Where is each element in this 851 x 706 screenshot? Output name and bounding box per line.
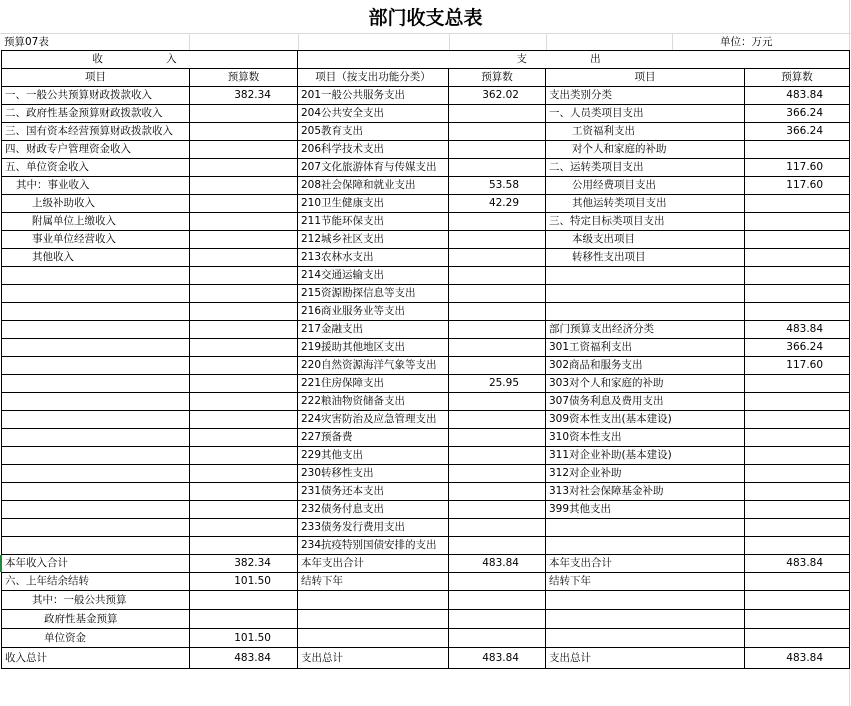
category-budget-cell	[745, 375, 850, 393]
income-budget-cell: 101.50	[190, 573, 298, 591]
income-item-cell: 政府性基金预算	[2, 610, 190, 629]
table-row	[2, 213, 850, 231]
table-row	[2, 159, 850, 177]
func-item-cell: 232债务付息支出	[298, 501, 449, 519]
func-item-cell	[298, 610, 449, 629]
func-item-cell: 212城乡社区支出	[298, 231, 449, 249]
category-budget-cell	[745, 610, 850, 629]
category-budget-cell	[745, 447, 850, 465]
income-budget-cell	[190, 393, 298, 411]
income-item-cell	[2, 411, 190, 429]
income-item-cell: 上级补助收入	[2, 195, 190, 213]
category-item-cell: 支出类别分类	[546, 87, 745, 105]
income-budget-cell	[190, 303, 298, 321]
income-budget-cell: 483.84	[190, 648, 298, 669]
income-item-cell	[2, 375, 190, 393]
category-item-cell: 三、特定目标类项目支出	[546, 213, 745, 231]
cell-cursor-marker	[0, 555, 2, 572]
category-budget-cell	[745, 537, 850, 555]
category-budget-cell	[745, 411, 850, 429]
func-budget-cell	[449, 123, 546, 141]
category-budget-cell	[745, 249, 850, 267]
func-budget-cell	[449, 267, 546, 285]
income-budget-header: 预算数	[190, 69, 298, 87]
func-item-cell: 219援助其他地区支出	[298, 339, 449, 357]
func-budget-cell	[449, 447, 546, 465]
table-row	[2, 87, 850, 105]
func-budget-cell	[449, 357, 546, 375]
func-item-cell: 231债务还本支出	[298, 483, 449, 501]
func-budget-header: 预算数	[449, 69, 546, 87]
func-item-cell: 204公共安全支出	[298, 105, 449, 123]
func-budget-cell	[449, 249, 546, 267]
func-item-cell: 结转下年	[298, 573, 449, 591]
table-row	[2, 465, 850, 483]
table-row	[2, 339, 850, 357]
category-item-cell: 支出总计	[546, 648, 745, 669]
category-item-cell: 310资本性支出	[546, 429, 745, 447]
table-row	[2, 357, 850, 375]
func-budget-cell: 42.29	[449, 195, 546, 213]
income-item-cell	[2, 429, 190, 447]
income-item-cell	[2, 447, 190, 465]
func-item-cell: 221住房保障支出	[298, 375, 449, 393]
category-budget-cell	[745, 303, 850, 321]
func-item-cell: 本年支出合计	[298, 555, 449, 573]
category-item-cell: 301工资福利支出	[546, 339, 745, 357]
income-budget-cell	[190, 465, 298, 483]
income-item-cell: 其他收入	[2, 249, 190, 267]
category-budget-cell	[745, 195, 850, 213]
income-item-cell	[2, 339, 190, 357]
table-row	[2, 285, 850, 303]
category-item-cell: 303对个人和家庭的补助	[546, 375, 745, 393]
category-budget-cell	[745, 519, 850, 537]
category-budget-cell: 483.84	[745, 321, 850, 339]
table-row	[2, 519, 850, 537]
category-budget-cell	[745, 465, 850, 483]
income-budget-cell	[190, 123, 298, 141]
table-row	[2, 555, 850, 573]
income-budget-cell	[190, 519, 298, 537]
income-item-cell	[2, 465, 190, 483]
income-item-cell	[2, 393, 190, 411]
income-item-cell: 五、单位资金收入	[2, 159, 190, 177]
func-budget-cell	[449, 591, 546, 610]
income-item-header: 项目	[2, 69, 190, 87]
category-item-cell: 二、运转类项目支出	[546, 159, 745, 177]
income-section-header: 收 入	[2, 51, 298, 69]
income-item-cell: 单位资金	[2, 629, 190, 648]
income-item-cell	[2, 537, 190, 555]
category-item-cell: 本级支出项目	[546, 231, 745, 249]
category-item-cell	[546, 629, 745, 648]
func-budget-cell	[449, 285, 546, 303]
func-item-cell: 233债务发行费用支出	[298, 519, 449, 537]
func-item-cell: 215资源勘探信息等支出	[298, 285, 449, 303]
income-item-cell	[2, 519, 190, 537]
category-budget-cell: 366.24	[745, 105, 850, 123]
func-item-cell: 224灾害防治及应急管理支出	[298, 411, 449, 429]
category-item-cell	[546, 591, 745, 610]
func-item-cell: 220自然资源海洋气象等支出	[298, 357, 449, 375]
income-item-cell	[2, 303, 190, 321]
income-item-cell	[2, 285, 190, 303]
func-item-cell: 205教育支出	[298, 123, 449, 141]
column-header-row	[2, 69, 850, 87]
func-budget-cell	[449, 393, 546, 411]
income-item-cell	[2, 501, 190, 519]
table-row	[2, 501, 850, 519]
category-item-cell: 399其他支出	[546, 501, 745, 519]
income-item-cell: 二、政府性基金预算财政拨款收入	[2, 105, 190, 123]
income-budget-cell	[190, 159, 298, 177]
func-item-cell: 230转移性支出	[298, 465, 449, 483]
table-row	[2, 231, 850, 249]
income-item-cell	[2, 483, 190, 501]
income-item-cell: 其中：一般公共预算	[2, 591, 190, 610]
table-row	[2, 177, 850, 195]
func-item-cell	[298, 591, 449, 610]
expense-section-header: 支 出	[298, 51, 850, 69]
func-budget-cell	[449, 537, 546, 555]
income-budget-cell	[190, 285, 298, 303]
func-budget-cell	[449, 411, 546, 429]
income-item-cell	[2, 267, 190, 285]
category-budget-cell: 483.84	[745, 87, 850, 105]
income-budget-cell	[190, 411, 298, 429]
func-item-cell: 201一般公共服务支出	[298, 87, 449, 105]
income-budget-cell	[190, 537, 298, 555]
func-item-cell: 213农林水支出	[298, 249, 449, 267]
income-budget-cell	[190, 195, 298, 213]
category-budget-cell	[745, 267, 850, 285]
income-budget-cell	[190, 429, 298, 447]
category-item-cell	[546, 267, 745, 285]
func-item-cell: 207文化旅游体育与传媒支出	[298, 159, 449, 177]
income-budget-cell	[190, 339, 298, 357]
income-budget-cell	[190, 375, 298, 393]
table-row	[2, 447, 850, 465]
table-row	[2, 537, 850, 555]
category-budget-cell: 117.60	[745, 159, 850, 177]
func-budget-cell: 25.95	[449, 375, 546, 393]
income-budget-cell: 101.50	[190, 629, 298, 648]
income-budget-cell	[190, 105, 298, 123]
func-budget-cell	[449, 141, 546, 159]
category-item-cell	[546, 303, 745, 321]
func-item-cell: 216商业服务业等支出	[298, 303, 449, 321]
category-budget-cell: 483.84	[745, 648, 850, 669]
income-item-cell	[2, 357, 190, 375]
table-row	[2, 393, 850, 411]
category-item-cell: 结转下年	[546, 573, 745, 591]
income-item-cell: 附属单位上缴收入	[2, 213, 190, 231]
table-row	[2, 249, 850, 267]
income-item-cell: 本年收入合计	[2, 555, 190, 573]
category-budget-cell: 366.24	[745, 123, 850, 141]
category-item-cell: 工资福利支出	[546, 123, 745, 141]
func-item-cell: 222粮油物资储备支出	[298, 393, 449, 411]
income-budget-cell	[190, 249, 298, 267]
category-item-cell	[546, 610, 745, 629]
category-item-cell: 对个人和家庭的补助	[546, 141, 745, 159]
income-budget-cell	[190, 483, 298, 501]
category-item-cell: 307债务利息及费用支出	[546, 393, 745, 411]
category-item-cell: 一、人员类项目支出	[546, 105, 745, 123]
section-header-row	[2, 51, 850, 69]
income-budget-cell	[190, 447, 298, 465]
income-item-cell: 事业单位经营收入	[2, 231, 190, 249]
category-item-cell	[546, 519, 745, 537]
func-budget-cell	[449, 159, 546, 177]
category-budget-cell	[745, 285, 850, 303]
income-budget-cell	[190, 267, 298, 285]
table-row	[2, 375, 850, 393]
category-item-cell: 公用经费项目支出	[546, 177, 745, 195]
income-budget-cell	[190, 213, 298, 231]
income-budget-cell	[190, 357, 298, 375]
income-budget-cell	[190, 321, 298, 339]
func-item-cell	[298, 629, 449, 648]
table-row	[2, 321, 850, 339]
category-budget-cell	[745, 483, 850, 501]
income-budget-cell	[190, 501, 298, 519]
func-item-cell: 208社会保障和就业支出	[298, 177, 449, 195]
category-budget-cell	[745, 573, 850, 591]
form-id: 预算07表	[4, 36, 49, 48]
func-budget-cell	[449, 429, 546, 447]
category-item-cell: 其他运转类项目支出	[546, 195, 745, 213]
table-row	[2, 195, 850, 213]
page-title: 部门收支总表	[368, 7, 483, 29]
category-budget-cell: 117.60	[745, 357, 850, 375]
func-budget-cell	[449, 213, 546, 231]
table-row	[2, 105, 850, 123]
income-budget-cell	[190, 610, 298, 629]
func-budget-cell	[449, 629, 546, 648]
func-budget-cell: 483.84	[449, 648, 546, 669]
income-item-cell: 收入总计	[2, 648, 190, 669]
func-budget-cell	[449, 573, 546, 591]
func-item-cell: 214交通运输支出	[298, 267, 449, 285]
func-item-cell: 217金融支出	[298, 321, 449, 339]
func-budget-cell: 362.02	[449, 87, 546, 105]
table-row	[2, 483, 850, 501]
category-item-cell	[546, 537, 745, 555]
category-item-cell: 312对企业补助	[546, 465, 745, 483]
func-budget-cell	[449, 339, 546, 357]
income-budget-cell	[190, 231, 298, 249]
income-budget-cell	[190, 141, 298, 159]
category-budget-cell: 117.60	[745, 177, 850, 195]
func-budget-cell	[449, 519, 546, 537]
table-row	[2, 411, 850, 429]
income-budget-cell: 382.34	[190, 555, 298, 573]
func-budget-cell: 53.58	[449, 177, 546, 195]
func-budget-cell	[449, 501, 546, 519]
income-item-cell: 一、一般公共预算财政拨款收入	[2, 87, 190, 105]
table-row	[2, 123, 850, 141]
income-item-cell	[2, 321, 190, 339]
category-budget-cell	[745, 591, 850, 610]
func-budget-cell	[449, 465, 546, 483]
category-item-cell: 313对社会保障基金补助	[546, 483, 745, 501]
table-row	[2, 648, 850, 669]
table-row	[2, 591, 850, 610]
func-item-header: 项目（按支出功能分类）	[298, 69, 449, 87]
category-budget-cell	[745, 501, 850, 519]
category-item-cell: 309资本性支出(基本建设)	[546, 411, 745, 429]
income-item-cell: 六、上年结余结转	[2, 573, 190, 591]
category-budget-cell	[745, 393, 850, 411]
func-item-cell: 211节能环保支出	[298, 213, 449, 231]
func-item-cell: 210卫生健康支出	[298, 195, 449, 213]
category-item-cell: 转移性支出项目	[546, 249, 745, 267]
func-budget-cell	[449, 483, 546, 501]
table-row	[2, 141, 850, 159]
category-budget-cell	[745, 429, 850, 447]
table-row	[2, 429, 850, 447]
category-budget-cell: 366.24	[745, 339, 850, 357]
category-budget-cell	[745, 629, 850, 648]
income-budget-cell: 382.34	[190, 87, 298, 105]
income-item-cell: 其中：事业收入	[2, 177, 190, 195]
table-row	[2, 629, 850, 648]
category-item-cell: 部门预算支出经济分类	[546, 321, 745, 339]
func-budget-cell	[449, 303, 546, 321]
func-item-cell: 支出总计	[298, 648, 449, 669]
table-row	[2, 573, 850, 591]
func-budget-cell: 483.84	[449, 555, 546, 573]
category-item-cell	[546, 285, 745, 303]
func-item-cell: 206科学技术支出	[298, 141, 449, 159]
category-budget-cell	[745, 213, 850, 231]
category-budget-header: 预算数	[745, 69, 850, 87]
unit-label: 单位：万元	[720, 36, 773, 48]
func-budget-cell	[449, 231, 546, 249]
func-budget-cell	[449, 321, 546, 339]
income-budget-cell	[190, 177, 298, 195]
category-item-cell: 311对企业补助(基本建设)	[546, 447, 745, 465]
income-item-cell: 四、财政专户管理资金收入	[2, 141, 190, 159]
table-row	[2, 267, 850, 285]
income-budget-cell	[190, 591, 298, 610]
income-item-cell: 三、国有资本经营预算财政拨款收入	[2, 123, 190, 141]
func-item-cell: 234抗疫特别国债安排的支出	[298, 537, 449, 555]
budget-table	[1, 50, 850, 669]
category-item-cell: 本年支出合计	[546, 555, 745, 573]
func-budget-cell	[449, 610, 546, 629]
func-budget-cell	[449, 105, 546, 123]
category-budget-cell: 483.84	[745, 555, 850, 573]
category-item-cell: 302商品和服务支出	[546, 357, 745, 375]
func-item-cell: 227预备费	[298, 429, 449, 447]
func-item-cell: 229其他支出	[298, 447, 449, 465]
category-item-header: 项目	[546, 69, 745, 87]
category-budget-cell	[745, 141, 850, 159]
table-row	[2, 610, 850, 629]
category-budget-cell	[745, 231, 850, 249]
table-row	[2, 303, 850, 321]
